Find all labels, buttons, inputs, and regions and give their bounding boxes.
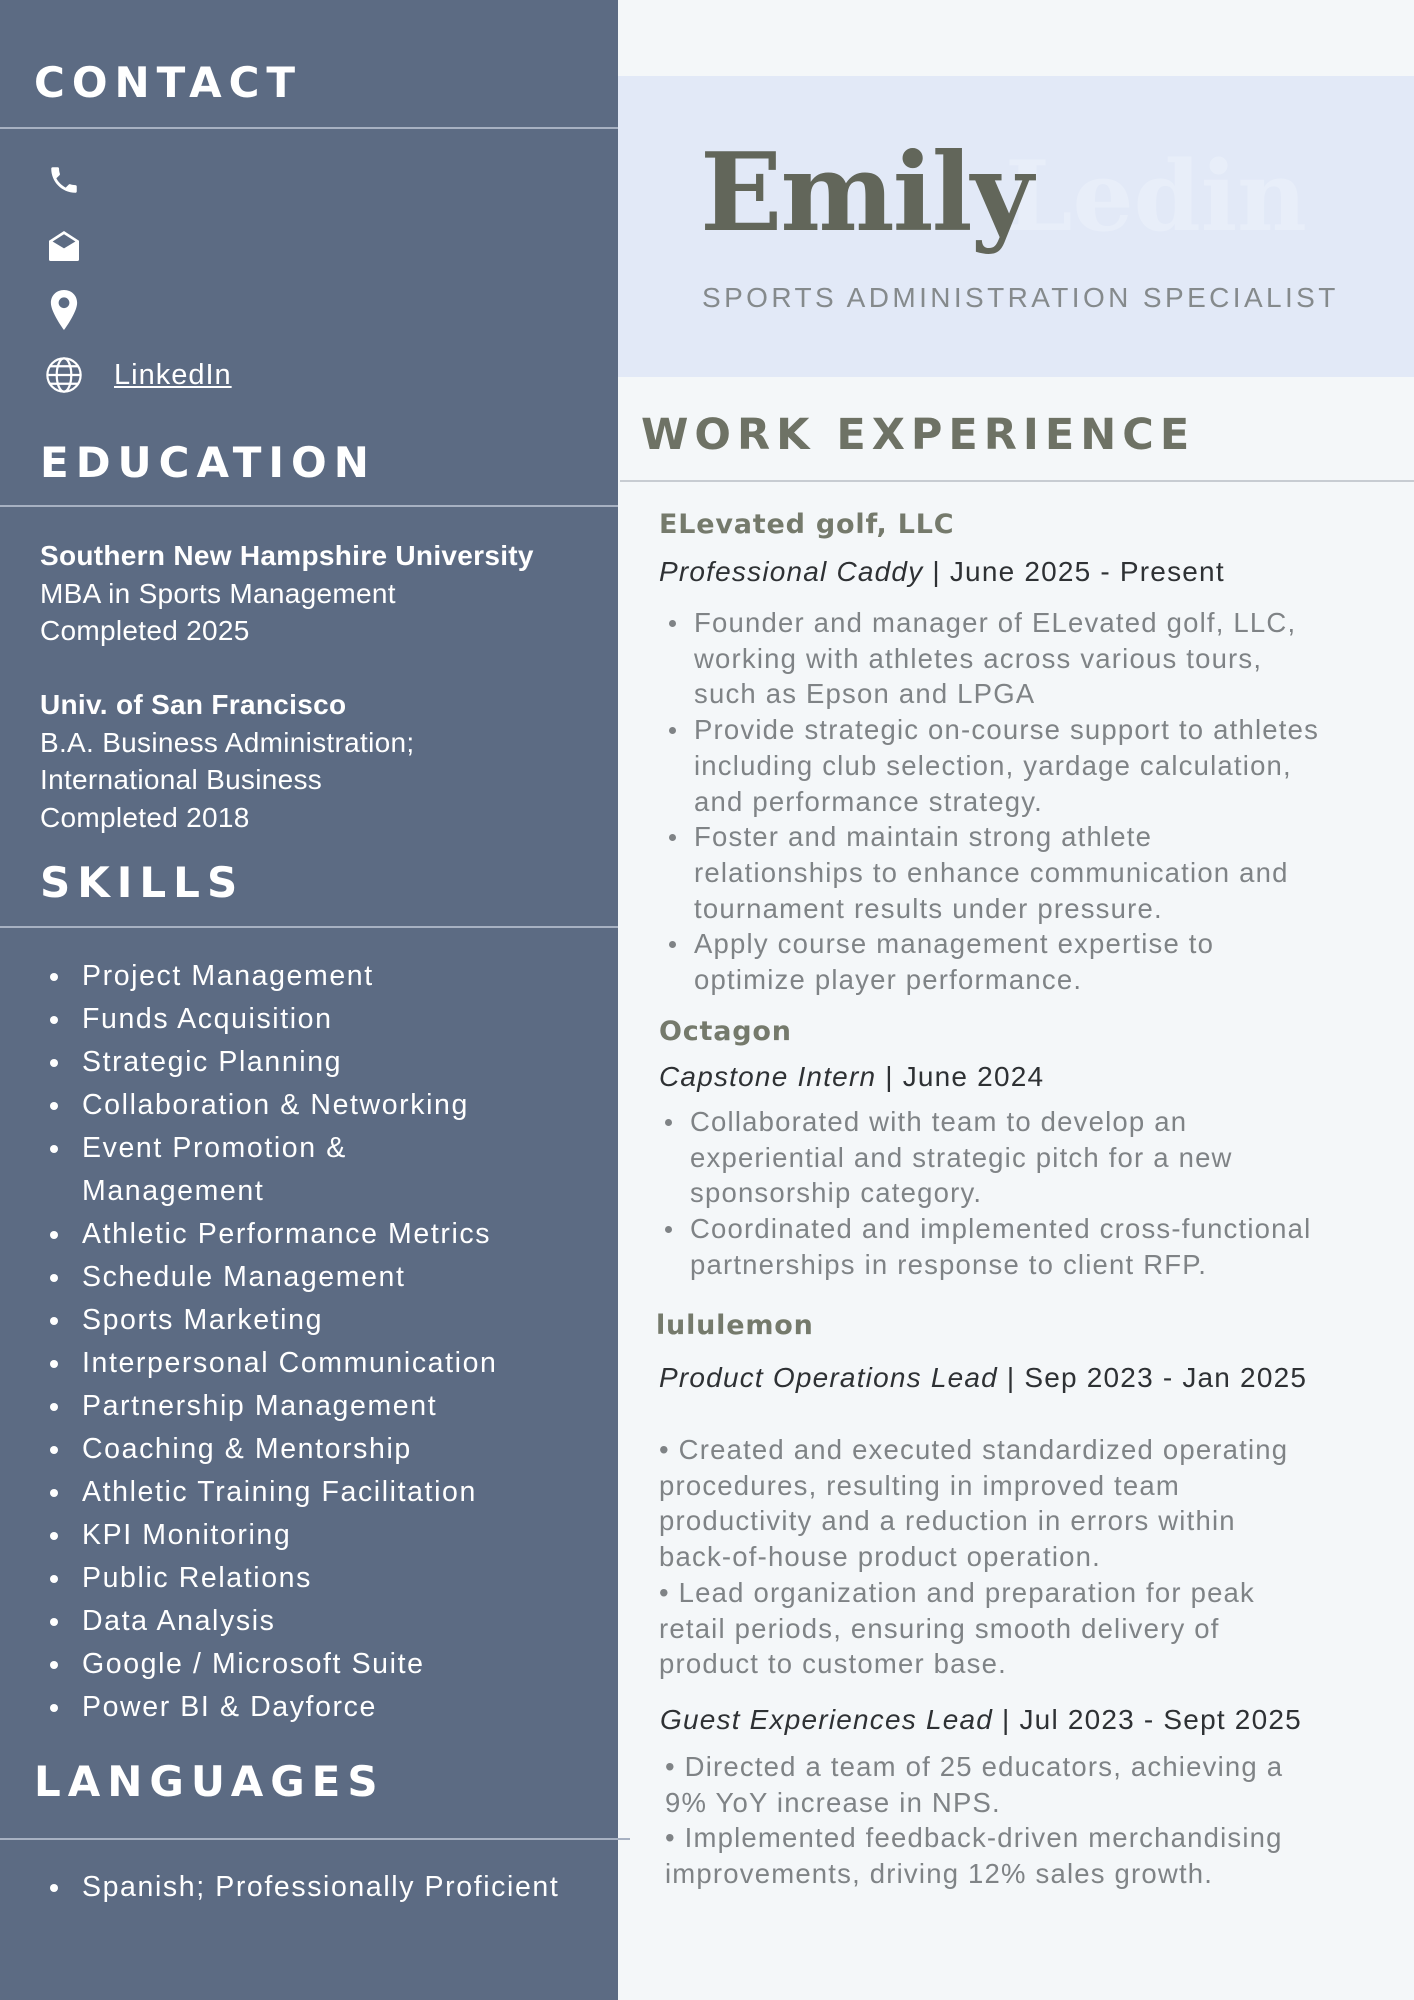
- languages-divider: [0, 1838, 630, 1840]
- contact-linkedin-row: [44, 355, 232, 395]
- company-name: Octagon: [659, 1016, 792, 1047]
- role-title: Guest Experiences Lead: [660, 1704, 994, 1735]
- school-name: Univ. of San Francisco: [40, 689, 347, 720]
- role-title: Capstone Intern: [659, 1061, 877, 1092]
- skill-item: Funds Acquisition: [50, 998, 570, 1041]
- role-line: Guest Experiences Lead | Jul 2023 - Sept 2025: [660, 1704, 1302, 1735]
- role-title: Product Operations Lead: [659, 1362, 998, 1393]
- description-line: product to customer base.: [659, 1648, 1007, 1680]
- skill-item: Public Relations: [50, 1557, 570, 1600]
- company-name: ELevated golf, LLC: [659, 509, 955, 540]
- degree-line: B.A. Business Administration;: [40, 726, 415, 758]
- skill-item: Interpersonal Communication: [50, 1342, 570, 1385]
- company-name: lululemon: [656, 1310, 814, 1341]
- role-dates: Jul 2023 - Sept 2025: [1019, 1704, 1302, 1735]
- description-line: procedures, resulting in improved team: [659, 1469, 1180, 1501]
- skills-divider: [0, 926, 618, 928]
- envelope-open-icon: [44, 226, 84, 266]
- role-line: Product Operations Lead | Sep 2023 - Jan 2025: [659, 1362, 1308, 1393]
- contact-heading: CONTACT: [34, 58, 303, 107]
- bullet-item: Coordinated and implemented cross-functional partnerships in response to client RFP.: [656, 1211, 1346, 1282]
- description-line: • Implemented feedback-driven merchandising: [665, 1822, 1283, 1854]
- education-divider: [0, 505, 618, 507]
- skill-item: Power BI & Dayforce: [50, 1686, 570, 1729]
- globe-icon: [44, 355, 84, 395]
- bullet-item: Apply course management expertise to optimize player performance.: [660, 926, 1320, 997]
- description-line: • Lead organization and preparation for peak: [659, 1576, 1256, 1608]
- completion-line: Completed 2025: [40, 615, 250, 646]
- languages-list: [50, 1866, 610, 1909]
- degree-line: MBA in Sports Management: [40, 577, 396, 609]
- skill-item: Strategic Planning: [50, 1041, 570, 1084]
- map-pin-icon: [44, 290, 84, 330]
- job-title: SPORTS ADMINISTRATION SPECIALIST: [702, 282, 1339, 313]
- languages-heading: LANGUAGES: [34, 1757, 385, 1806]
- skill-item: Collaboration & Networking: [50, 1084, 570, 1127]
- education-entry: [40, 537, 534, 650]
- description-line: back-of-house product operation.: [659, 1541, 1101, 1573]
- role-title: Professional Caddy: [659, 556, 924, 587]
- skill-item: Schedule Management: [50, 1256, 570, 1299]
- description-line: improvements, driving 12% sales growth.: [665, 1858, 1214, 1890]
- bullet-item: Provide strategic on-course support to athletes including club selection, yardage calculation, and performance strategy.: [660, 712, 1320, 819]
- linkedin-link[interactable]: LinkedIn: [114, 358, 232, 391]
- skill-item: Project Management: [50, 955, 570, 998]
- description-line: • Created and executed standardized operating: [659, 1434, 1289, 1465]
- job-description: [665, 1749, 1283, 1892]
- role-dates: June 2024: [902, 1061, 1045, 1092]
- job-bullets: [656, 1104, 1346, 1283]
- education-heading: EDUCATION: [40, 438, 376, 487]
- description-line: retail periods, ensuring smooth delivery of: [659, 1612, 1220, 1644]
- sidebar: [0, 0, 618, 2000]
- degree-line: International Business: [40, 764, 323, 795]
- skill-item: Data Analysis: [50, 1600, 570, 1643]
- skill-item: Sports Marketing: [50, 1299, 570, 1342]
- education-entry: [40, 686, 414, 836]
- description-line: • Directed a team of 25 educators, achieving a: [665, 1751, 1284, 1782]
- skill-item: Partnership Management: [50, 1385, 570, 1428]
- skill-item: Google / Microsoft Suite: [50, 1643, 570, 1686]
- contact-phone-row: [44, 160, 84, 200]
- skills-list: [50, 955, 570, 1729]
- description-line: productivity and a reduction in errors within: [659, 1505, 1236, 1537]
- bullet-item: Collaborated with team to develop an experiential and strategic pitch for a new sponsorship category.: [656, 1104, 1346, 1211]
- contact-divider: [0, 127, 622, 129]
- contact-email-row: [44, 226, 84, 266]
- contact-location-row: [44, 290, 84, 330]
- first-name: Emily: [700, 130, 1032, 256]
- bullet-item: Founder and manager of ELevated golf, LLC, working with athletes across various tours, such as Epson and LPGA: [660, 605, 1320, 712]
- phone-icon: [44, 160, 84, 200]
- skills-heading: SKILLS: [40, 858, 245, 907]
- school-name: Southern New Hampshire University: [40, 540, 534, 571]
- work-experience-divider: [620, 480, 1414, 482]
- last-name: Ledin: [1005, 140, 1307, 253]
- role-line: Professional Caddy | June 2025 - Present: [659, 556, 1225, 587]
- skill-item: KPI Monitoring: [50, 1514, 570, 1557]
- language-item: Spanish; Professionally Proficient: [50, 1866, 610, 1909]
- skill-item: Event Promotion & Management: [50, 1127, 380, 1213]
- work-experience-heading: WORK EXPERIENCE: [641, 410, 1196, 460]
- job-description: [659, 1432, 1288, 1682]
- role-dates: Sep 2023 - Jan 2025: [1024, 1362, 1308, 1393]
- skill-item: Coaching & Mentorship: [50, 1428, 570, 1471]
- job-bullets: [660, 605, 1320, 998]
- completion-line: Completed 2018: [40, 801, 250, 833]
- skill-item: Athletic Training Facilitation: [50, 1471, 570, 1514]
- role-line: Capstone Intern | June 2024: [659, 1061, 1045, 1092]
- skill-item: Athletic Performance Metrics: [50, 1213, 570, 1256]
- description-line: 9% YoY increase in NPS.: [665, 1786, 1001, 1818]
- bullet-item: Foster and maintain strong athlete relationships to enhance communication and tournament results under pressure.: [660, 819, 1320, 926]
- role-dates: June 2025 - Present: [949, 556, 1225, 587]
